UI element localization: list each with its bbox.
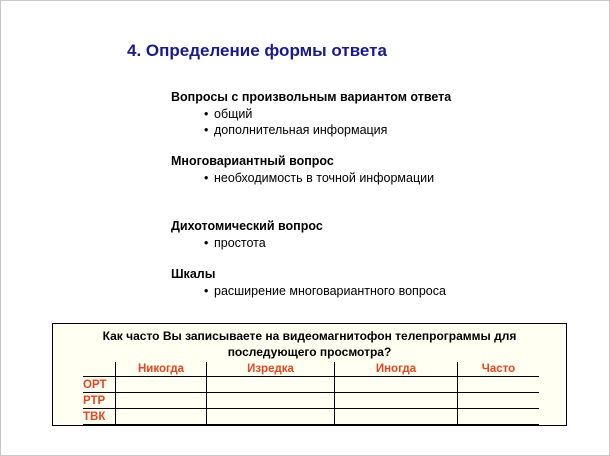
corner-cell [83, 362, 116, 377]
survey-question-line: Как часто Вы записываете на видеомагнитофон телепрограммы для [102, 329, 517, 343]
list-item [204, 283, 446, 299]
answer-cell [458, 393, 540, 409]
list-item [204, 235, 323, 251]
bullet-glyph: • [204, 236, 209, 250]
row-label: ОРТ [83, 377, 116, 393]
section-scales [171, 266, 446, 299]
bullet-glyph: • [204, 123, 209, 137]
bullet-list [171, 235, 323, 251]
table-row [83, 377, 539, 393]
survey-question-line: последующего просмотра? [227, 345, 392, 359]
list-item-text: дополнительная информация [214, 123, 388, 137]
bullet-list [171, 283, 446, 299]
table-row [83, 393, 539, 409]
answer-cell [207, 409, 335, 425]
answer-cell [335, 377, 458, 393]
section-heading: Многовариантный вопрос [171, 154, 334, 168]
list-item-text: общий [214, 107, 253, 121]
survey-grid [83, 362, 539, 425]
column-header: Иногда [335, 362, 458, 377]
survey-question [53, 328, 566, 360]
answer-cell [116, 409, 207, 425]
answer-cell [458, 409, 540, 425]
row-label: РТР [83, 393, 116, 409]
answer-cell [335, 393, 458, 409]
row-label: ТВК [83, 409, 116, 425]
bullet-list [171, 170, 434, 186]
section-dichotomous [171, 218, 323, 251]
bullet-glyph: • [204, 171, 209, 185]
section-open-ended [171, 89, 451, 138]
bullet-list [171, 106, 451, 138]
list-item [204, 122, 451, 138]
list-item-text: простота [214, 236, 266, 250]
table-row [83, 409, 539, 425]
list-item [204, 106, 451, 122]
answer-cell [116, 377, 207, 393]
column-header: Часто [458, 362, 540, 377]
section-multiple-choice [171, 153, 434, 186]
bullet-glyph: • [204, 284, 209, 298]
section-heading: Шкалы [171, 267, 216, 281]
answer-cell [207, 377, 335, 393]
bullet-glyph: • [204, 107, 209, 121]
list-item-text: необходимость в точной информации [214, 171, 435, 185]
column-header-row [83, 362, 539, 377]
slide-title: 4. Определение формы ответа [127, 41, 387, 60]
list-item-text: расширение многовариантного вопроса [214, 284, 446, 298]
answer-cell [335, 409, 458, 425]
column-header: Никогда [116, 362, 207, 377]
list-item [204, 170, 434, 186]
section-heading: Дихотомический вопрос [171, 219, 323, 233]
column-header: Изредка [207, 362, 335, 377]
answer-cell [458, 377, 540, 393]
survey-example-box [52, 323, 567, 426]
answer-cell [207, 393, 335, 409]
answer-cell [116, 393, 207, 409]
section-heading: Вопросы с произвольным вариантом ответа [171, 90, 452, 104]
